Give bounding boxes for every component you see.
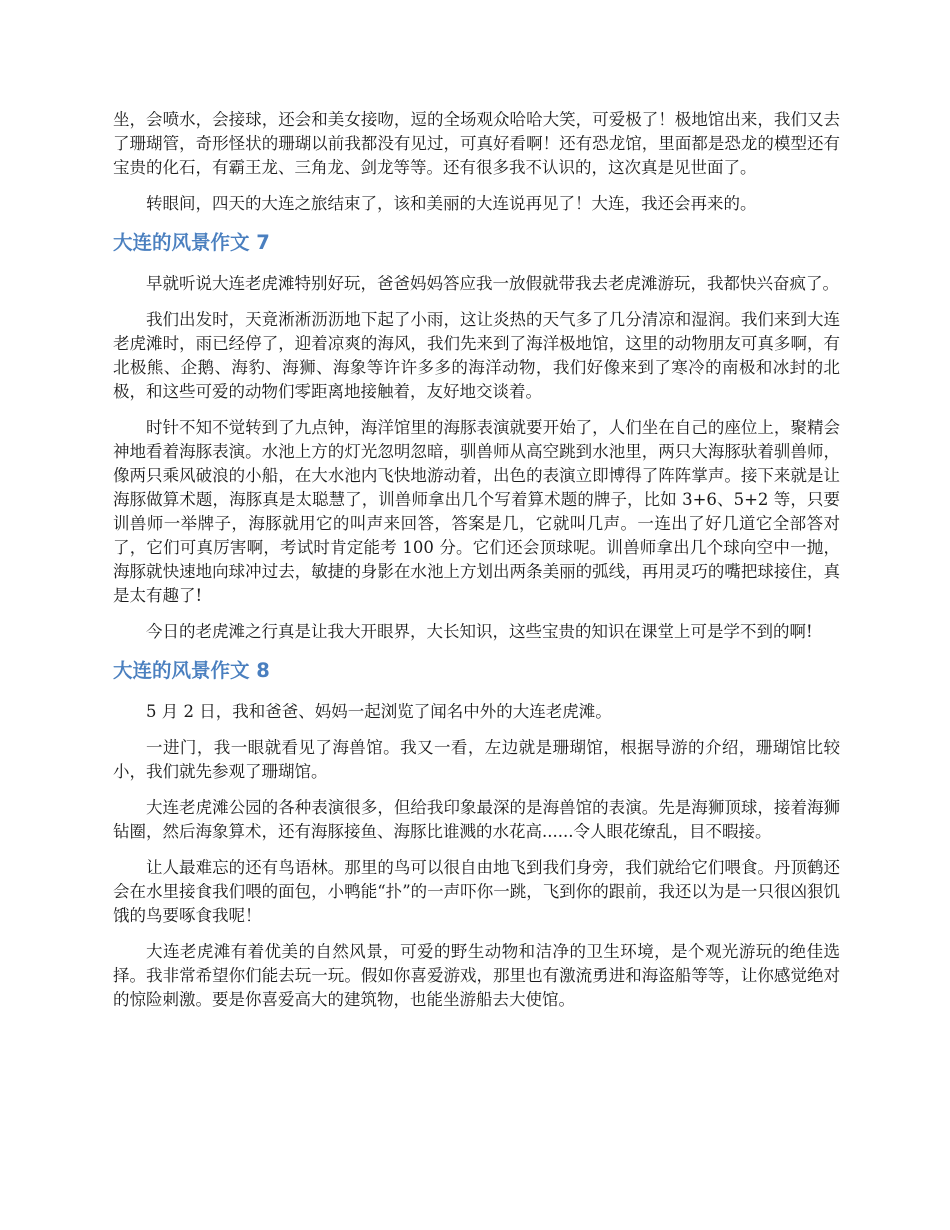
essay-8-paragraph-5: 大连老虎滩有着优美的自然风景，可爱的野生动物和洁净的卫生环境，是个观光游玩的绝佳选择。我非常希望你们能去玩一玩。假如你喜爱游戏，那里也有激流勇进和海盗船等等，让你感觉绝对的惊险刺激。要是你喜爱高大的建筑物，也能坐游船去大使馆。 bbox=[113, 942, 840, 1009]
essay-8-title: 大连的风景作文 8 bbox=[113, 659, 270, 682]
essay-7-title: 大连的风景作文 7 bbox=[113, 231, 270, 254]
essay-8-paragraph-1: 5 月 2 日，我和爸爸、妈妈一起浏览了闻名中外的大连老虎滩。 bbox=[146, 702, 612, 721]
essay-7-paragraph-1: 早就听说大连老虎滩特别好玩，爸爸妈妈答应我一放假就带我去老虎滩游玩，我都快兴奋疯了。 bbox=[146, 274, 839, 293]
essay-8-paragraph-4: 让人最难忘的还有鸟语林。那里的鸟可以很自由地飞到我们身旁，我们就给它们喂食。丹顶鹤还会在水里接食我们喂的面包，小鸭能“扑”的一声吓你一跳，飞到你的跟前，我还以为是一只很凶狠饥饿的鸟要啄食我呢！ bbox=[113, 858, 840, 925]
essay-7-paragraph-2: 我们出发时，天竟淅淅沥沥地下起了小雨，这让炎热的天气多了几分清凉和湿润。我们来到大连老虎滩时，雨已经停了，迎着凉爽的海风，我们先来到了海洋极地馆，这里的动物朋友可真多啊，有北极熊、企鹅、海豹、海狮、海象等许许多多的海洋动物，我们好像来到了寒冷的南极和冰封的北极，和这些可爱的动物们零距离地接触着，友好地交谈着。 bbox=[113, 310, 840, 401]
document-page bbox=[113, 108, 840, 1024]
essay-7-paragraph-4: 今日的老虎滩之行真是让我大开眼界，大长知识，这些宝贵的知识在课堂上可是学不到的啊! bbox=[146, 622, 813, 641]
essay-7-paragraph-3: 时针不知不觉转到了九点钟，海洋馆里的海豚表演就要开始了，人们坐在自己的座位上，聚精会神地看着海豚表演。水池上方的灯光忽明忽暗，驯兽师从高空跳到水池里，两只大海豚驮着驯兽师，像两只乘风破浪的小船，在大水池内飞快地游动着，出色的表演立即博得了阵阵掌声。接下来就是让海豚做算术题，海豚真是太聪慧了，训兽师拿出几个写着算术题的牌子，比如 3+6、5+2 等，只要训兽师一举牌子，海豚就用它的叫声来回答，答案是几，它就叫几声。一连出了好几道它全部答对了，它们可真厉害啊，考试时肯定能考 100 分。它们还会顶球呢。训兽师拿出几个球向空中一抛，海豚就快速地向球冲过去，敏捷的身影在水池上方划出两条美丽的弧线，再用灵巧的嘴把球接住，真是太有趣了! bbox=[113, 418, 840, 605]
continuation-paragraph-2: 转眼间，四天的大连之旅结束了，该和美丽的大连说再见了！大连，我还会再来的。 bbox=[146, 194, 757, 213]
essay-8-paragraph-2: 一进门，我一眼就看见了海兽馆。我又一看，左边就是珊瑚馆，根据导游的介绍，珊瑚馆比较小，我们就先参观了珊瑚馆。 bbox=[113, 738, 840, 781]
continuation-paragraph-1: 坐，会喷水，会接球，还会和美女接吻，逗的全场观众哈哈大笑，可爱极了！极地馆出来，我们又去了珊瑚管，奇形怪状的珊瑚以前我都没有见过，可真好看啊！还有恐龙馆，里面都是恐龙的模型还有宝贵的化石，有霸王龙、三角龙、剑龙等等。还有很多我不认识的，这次真是见世面了。 bbox=[113, 110, 840, 177]
essay-8-paragraph-3: 大连老虎滩公园的各种表演很多，但给我印象最深的是海兽馆的表演。先是海狮顶球，接着海狮钻圈，然后海象算术，还有海豚接鱼、海豚比谁溅的水花高......令人眼花缭乱，目不暇接。 bbox=[113, 798, 840, 841]
